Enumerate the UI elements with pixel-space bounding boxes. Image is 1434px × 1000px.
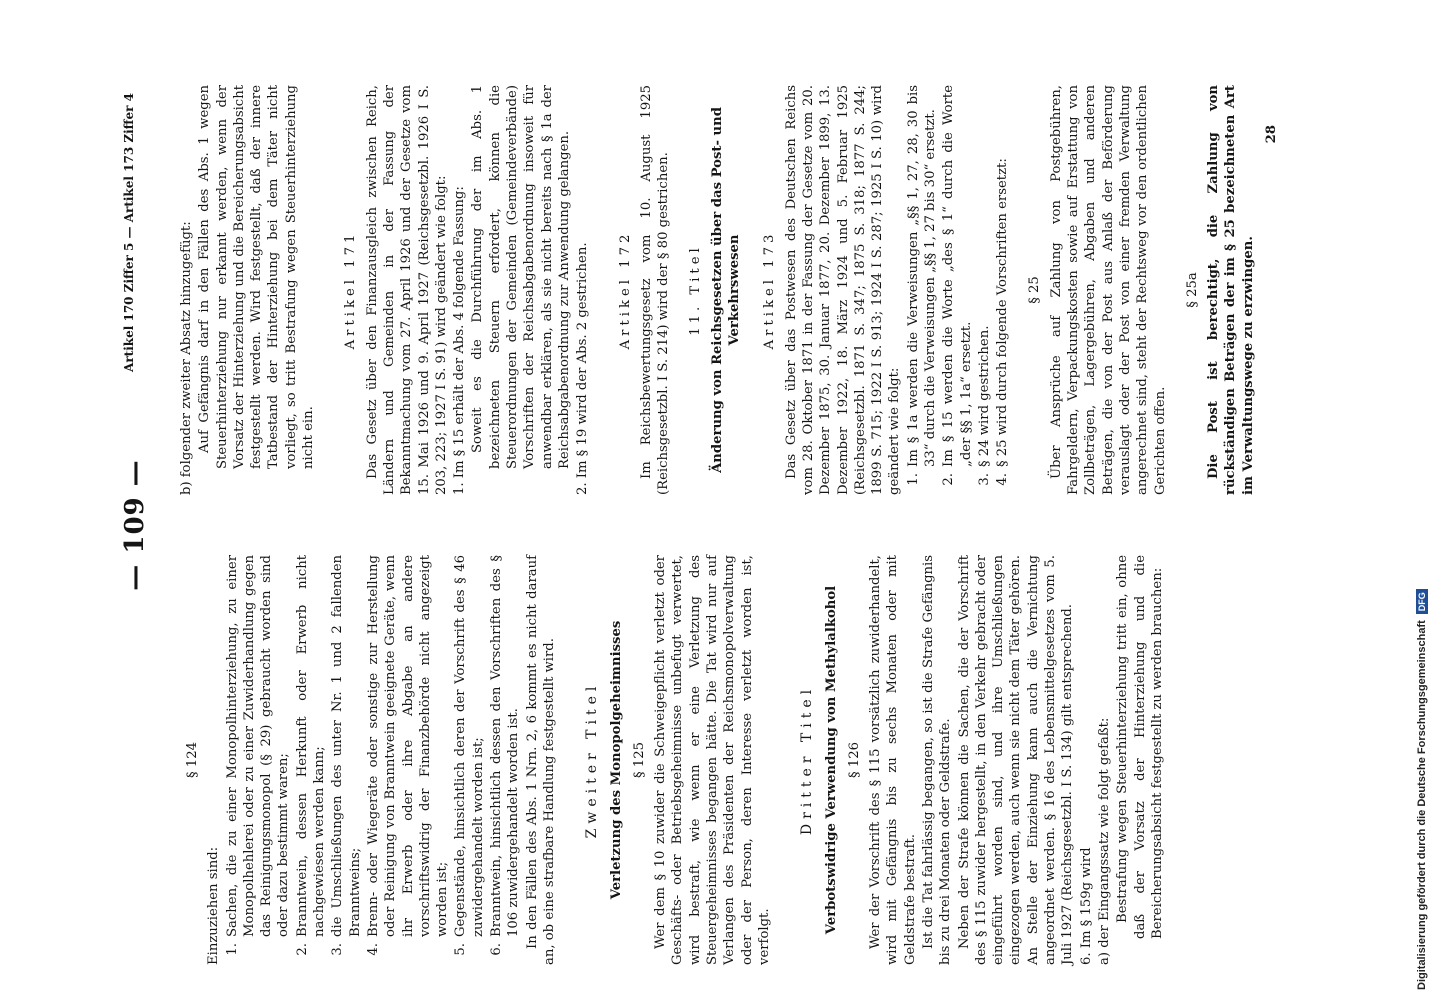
section-124-intro: Einzuziehen sind: — [206, 846, 222, 965]
title-zweiter-subtitle: Verletzung des Monopolgeheimnisses — [608, 620, 624, 900]
item-6a-text: Bestrafung wegen Steuerhinterziehung tritt ein, ohne daß der Vorsatz der Hinterziehung und die Bereicherungsabsicht festgestellt zu werden brauchen: — [1115, 555, 1165, 939]
item-text: Im § 1a werden die Verweisungen „§§ 1, 27, 28, 30 bis 33“ durch die Verweisungen „§§ 1, 27 bis 30“ ersetzt. — [905, 85, 938, 467]
item-text: Branntwein, dessen Herkunft oder Erwerb nicht nachgewiesen werden kann; — [294, 555, 328, 937]
item-number: 1. — [905, 473, 921, 486]
article-171-heading: Artikel 171 — [343, 230, 359, 350]
section-25a-text: Die Post ist berechtigt, die Zahlung von rückständigen Beträgen der im § 25 bezeichneten Art im Verwaltungswege zu erzwingen. — [1206, 85, 1256, 495]
section-25a-heading: § 25a — [1184, 272, 1200, 308]
article-171-text: Das Gesetz über den Finanzausgleich zwischen Reich, Ländern und Gemeinden in der Fassung der Bekanntmachung vom 27. April 1926 und der Gesetze vom 15. Mai 1926 und 9. April 1927 (Reichsgesetzbl. 1926 I S. 203, 223; 1927 I S. 91) wird geändert wie folgt: — [364, 85, 449, 495]
article-172-heading: Artikel 172 — [617, 230, 633, 350]
page-number: — 109 — — [120, 459, 150, 591]
item-text: Im § 15 werden die Worte „des § 1“ durch die Worte „der §§ 1, 1a“ ersetzt. — [941, 85, 974, 467]
article-171-item1: 1. Im § 15 erhält der Abs. 4 folgende Fassung: — [452, 186, 468, 495]
article-173-text: Das Gesetz über das Postwesen des Deutschen Reichs vom 28. Oktober 1871 in der Fassung der Gesetze vom 20. Dezember 1875, 30. Januar 1877, 20. Dezember 1899, 13. Dezember 1922, 18. März 1924 und 5. Februar 1925 (Reichsgesetzbl. 1871 S. 347; 1875 S. 318; 1877 S. 244; 1899 S. 715; 1922 I S. 913; 1924 I S. 287; 1925 I S. 10) wird geändert wie folgt: — [783, 85, 903, 495]
list-item — [994, 85, 1011, 495]
left-column — [178, 555, 1167, 965]
section-126-p1: Wer der Vorschrift des § 115 vorsätzlich zuwiderhandelt, wird mit Gefängnis bis zu sechs Monaten oder mit Geldstrafe bestraft. — [868, 555, 918, 965]
section-25-text: Über Ansprüche auf Zahlung von Postgebühren, Fahrgeldern, Verpackungskosten sowie auf Erstattung von Zollbeträgen, Lagergebühren, Abgaben und anderen Beträgen, die von der Post aus Anlaß der Beförderung verauslagt oder der Post von einer fremden Verwaltung angerechnet sind, steht der Rechtsweg vor den ordentlichen Gerichten offen. — [1048, 85, 1168, 495]
item-6a: a) der Eingangssatz wie folgt gefaßt: — [1096, 717, 1112, 965]
item-number: 4. — [995, 473, 1011, 486]
list-item — [294, 555, 329, 965]
section-126-p3: Neben der Strafe können die Sachen, die der Vorschrift des § 115 zuwider hergestellt, in den Verkehr gebracht oder eingeführt worden sind, und ihre Umschließungen eingezogen werden, auch wenn sie nicht dem Täter gehören. An Stelle der Einziehung kann auch die Vernichtung angeordnet werden. § 16 des Lebensmittelgesetzes vom 5. Juli 1927 (Reichsgesetzbl. I S. 134) gilt entsprechend. — [956, 555, 1076, 965]
right-column — [178, 85, 1280, 495]
item-text: § 24 wird gestrichen. — [976, 325, 992, 467]
dfg-logo: DFG — [1416, 589, 1428, 614]
item-6b: b) folgender zweiter Absatz hinzugefügt: — [179, 221, 194, 495]
item-text: § 25 wird durch folgende Vorschriften ersetzt: — [995, 158, 1011, 467]
running-head: Artikel 170 Ziffer 5 — Artikel 173 Ziffer 4 — [122, 93, 136, 372]
article-171-item2: 2. Im § 19 wird der Abs. 2 gestrichen. — [575, 242, 591, 495]
item-number: 6. — [489, 943, 505, 956]
title-dritter: Dritter Titel — [799, 684, 816, 836]
list-item — [976, 85, 993, 495]
dfg-side-note — [1416, 0, 1428, 990]
section-126-p2: Ist die Tat fahrlässig begangen, so ist die Strafe Gefängnis bis zu drei Monaten oder Geldstrafe. — [920, 555, 954, 965]
item-number: 2. — [941, 473, 957, 486]
section-125-heading: § 125 — [631, 742, 647, 778]
item-6: 6. Im § 159g wird — [1078, 847, 1094, 965]
item-number: 5. — [453, 943, 469, 956]
section-126-heading: § 126 — [846, 742, 862, 778]
article-172-text: Im Reichsbewertungsgesetz vom 10. August 1925 (Reichsgesetzbl. I S. 214) wird der § 80 gestrichen. — [638, 85, 672, 495]
item-number: 2. — [294, 943, 310, 956]
title-11: 11. Titel — [688, 244, 704, 336]
section-25-heading: § 25 — [1027, 276, 1043, 304]
list-item — [488, 555, 523, 965]
title-11-subtitle: Änderung von Reichsgesetzen über das Post- und Verkehrswesen — [709, 107, 743, 473]
dfg-text: Digitalisierung gefördert durch die Deutsche Forschungsgemeinschaft — [1416, 620, 1428, 990]
article-171-item1-text: Soweit es die Durchführung der im Abs. 1 bezeichneten Steuern erfordert, können die Steuerordnungen der Gemeinden (Gemeindeverbände) Vorschriften der Reichsabgabenordnung insoweit für anwendbar erklären, als sie nicht bereits nach § 1a der Reichsabgabenordnung zur Anwendung gelangen. — [470, 85, 572, 469]
item-text: Brenn- oder Wiegeräte oder sonstige zur Herstellung oder Reinigung von Branntwein geeignete Geräte, wenn ihr Erwerb oder ihre Abgabe an andere vorschriftswidrig der Finanzbehörde nicht angezeigt worden ist; — [365, 555, 451, 937]
item-number: 3. — [976, 473, 992, 486]
title-zweiter: Zweiter Titel — [584, 681, 601, 839]
article-173-heading: Artikel 173 — [762, 230, 778, 350]
section-124-heading: § 124 — [185, 742, 200, 778]
list-item — [329, 555, 364, 965]
item-number: 4. — [365, 943, 381, 956]
title-dritter-subtitle: Verbotswidrige Verwendung von Methylalkohol — [823, 585, 839, 935]
item-text: Branntwein, hinsichtlich dessen den Vorschriften des § 106 zuwidergehandelt worden ist. — [489, 555, 522, 937]
item-text: Gegenstände, hinsichtlich deren der Vorschrift des § 46 zuwidergehandelt worden ist; — [453, 555, 486, 937]
list-item — [940, 85, 975, 495]
list-item — [905, 85, 940, 495]
item-text: die Umschließungen des unter Nr. 1 und 2 fallenden Branntweins; — [330, 555, 363, 937]
item-text: Sachen, die zu einer Monopolhinterziehung, zu einer Monopolhehlerei oder zu einer Zuwiderhandlung gegen das Reinigungsmonopol (§ 29) gebraucht worden sind oder dazu bestimmt waren; — [224, 555, 292, 937]
item-number: 3. — [330, 943, 346, 956]
footer-number: 28 — [1264, 125, 1280, 144]
item-6b-text: Auf Gefängnis darf in den Fällen des Abs. 1 wegen Steuerhinterziehung nur erkannt werden, wenn der Vorsatz der Hinterziehung und die Bereicherungsabsicht festgestellt werden. Wird festgestellt, daß der innere Tatbestand der Hinterziehung bei dem Täter nicht vorliegt, so tritt Bestrafung wegen Steuerhinterziehung nicht ein. — [197, 85, 317, 469]
page-header — [120, 85, 160, 965]
section-124-closing: In den Fällen des Abs. 1 Nrn. 2, 6 kommt es nicht darauf an, ob eine strafbare Handlung festgestellt wird. — [524, 555, 557, 965]
rotated-page — [120, 85, 1280, 965]
list-item — [365, 555, 451, 965]
list-item — [224, 555, 293, 965]
item-number: 1. — [224, 943, 240, 956]
list-item — [452, 555, 487, 965]
section-125-text: Wer dem § 10 zuwider die Schweigepflicht verletzt oder Geschäfts- oder Betriebsgeheimnisse unbefugt verwertet, wird bestraft, wie wenn er eine Verletzung des Steuergeheimnisses begangen hätte. Die Tat wird nur auf Verlangen des Präsidenten der Reichsmonopolverwaltung oder der Person, deren Interesse verletzt worden ist, verfolgt. — [653, 555, 772, 965]
